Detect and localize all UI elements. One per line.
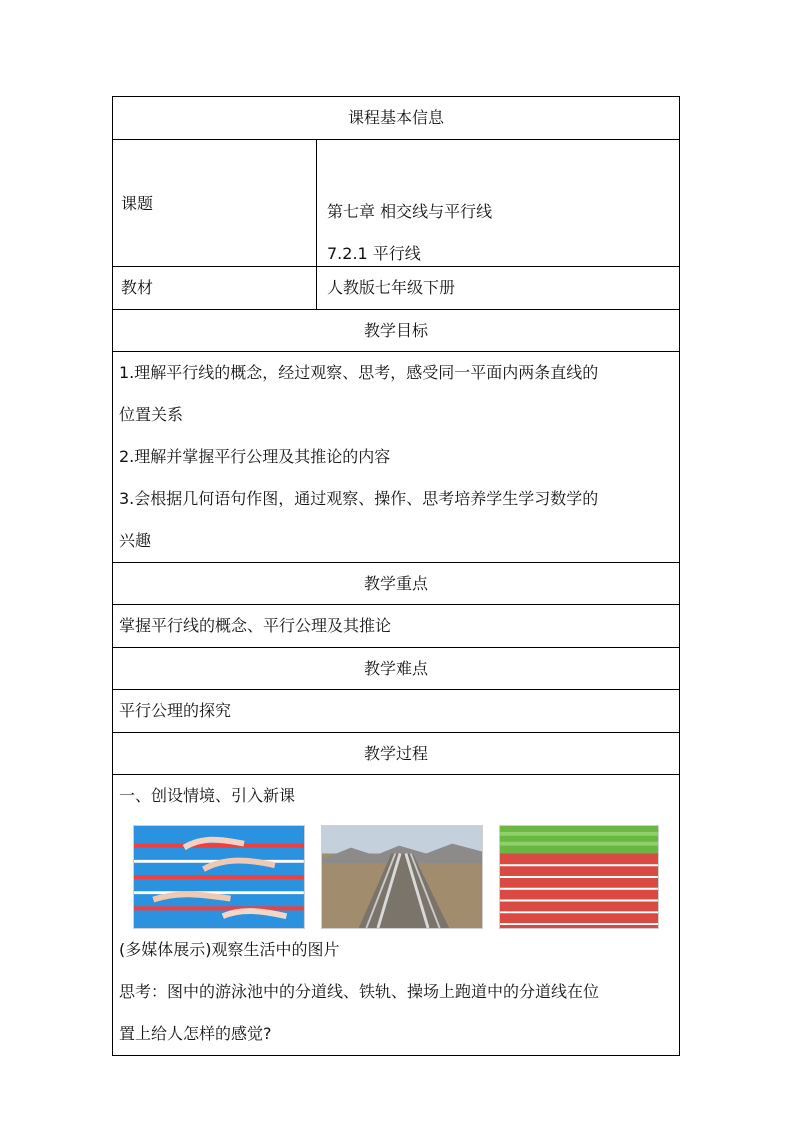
swimming-pool-photo (133, 825, 305, 929)
lesson-label-cell (113, 140, 317, 266)
thinking-line-1: 思考：图中的游泳池中的分道线、铁轨、操场上跑道中的分道线在位 (119, 982, 600, 1001)
lesson-topic-row (113, 139, 679, 266)
field-shape (500, 826, 658, 853)
thinking-line-2: 置上给人怎样的感觉? (119, 1024, 272, 1043)
key-points-block (113, 604, 679, 647)
difficult-points-text: 平行公理的探究 (119, 701, 232, 720)
textbook-row (113, 266, 679, 309)
swimming-pool-illustration (134, 826, 304, 928)
textbook-label: 教材 (121, 278, 154, 297)
key-points-heading-row (113, 562, 679, 604)
table-title-row (113, 97, 679, 139)
lesson-line-1: 第七章 相交线与平行线 (327, 202, 493, 221)
goal-1-line-2: 位置关系 (119, 405, 184, 424)
lesson-line-2: 7.2.1 平行线 (327, 244, 421, 263)
running-track-photo (499, 825, 659, 929)
goal-3-line-2: 兴趣 (119, 531, 152, 550)
teaching-goals-heading: 教学目标 (363, 321, 428, 340)
table-title: 课程基本信息 (347, 108, 444, 127)
multimedia-text: (多媒体展示)观察生活中的图片 (119, 940, 340, 959)
lesson-label: 课题 (121, 194, 154, 213)
textbook-label-cell (113, 267, 317, 309)
running-track-illustration (500, 826, 658, 928)
difficult-points-heading-row (113, 647, 679, 689)
key-points-text: 掌握平行线的概念、平行公理及其推论 (119, 616, 392, 635)
textbook-value: 人教版七年级下册 (327, 278, 456, 297)
section-1-title: 一、创设情境、引入新课 (119, 786, 296, 805)
teaching-process-block (113, 774, 679, 1055)
teaching-goals-heading-row (113, 309, 679, 351)
teaching-process-heading-row (113, 732, 679, 774)
teaching-goals-block (113, 351, 679, 562)
course-info-table (112, 96, 680, 1056)
textbook-value-cell (317, 267, 679, 309)
goal-1-line-1: 1.理解平行线的概念，经过观察、思考，感受同一平面内两条直线的 (119, 363, 599, 382)
difficult-points-block (113, 689, 679, 732)
railway-track-illustration (322, 826, 482, 928)
goal-3-line-1: 3.会根据几何语句作图，通过观察、操作、思考培养学生学习数学的 (119, 489, 599, 508)
goal-2: 2.理解并掌握平行公理及其推论的内容 (119, 447, 391, 466)
teaching-process-heading: 教学过程 (363, 744, 428, 763)
scenario-image-row (119, 817, 673, 929)
railway-track-photo (321, 825, 483, 929)
lesson-value-cell (317, 140, 679, 266)
difficult-points-heading: 教学难点 (363, 659, 428, 678)
key-points-heading: 教学重点 (363, 574, 428, 593)
